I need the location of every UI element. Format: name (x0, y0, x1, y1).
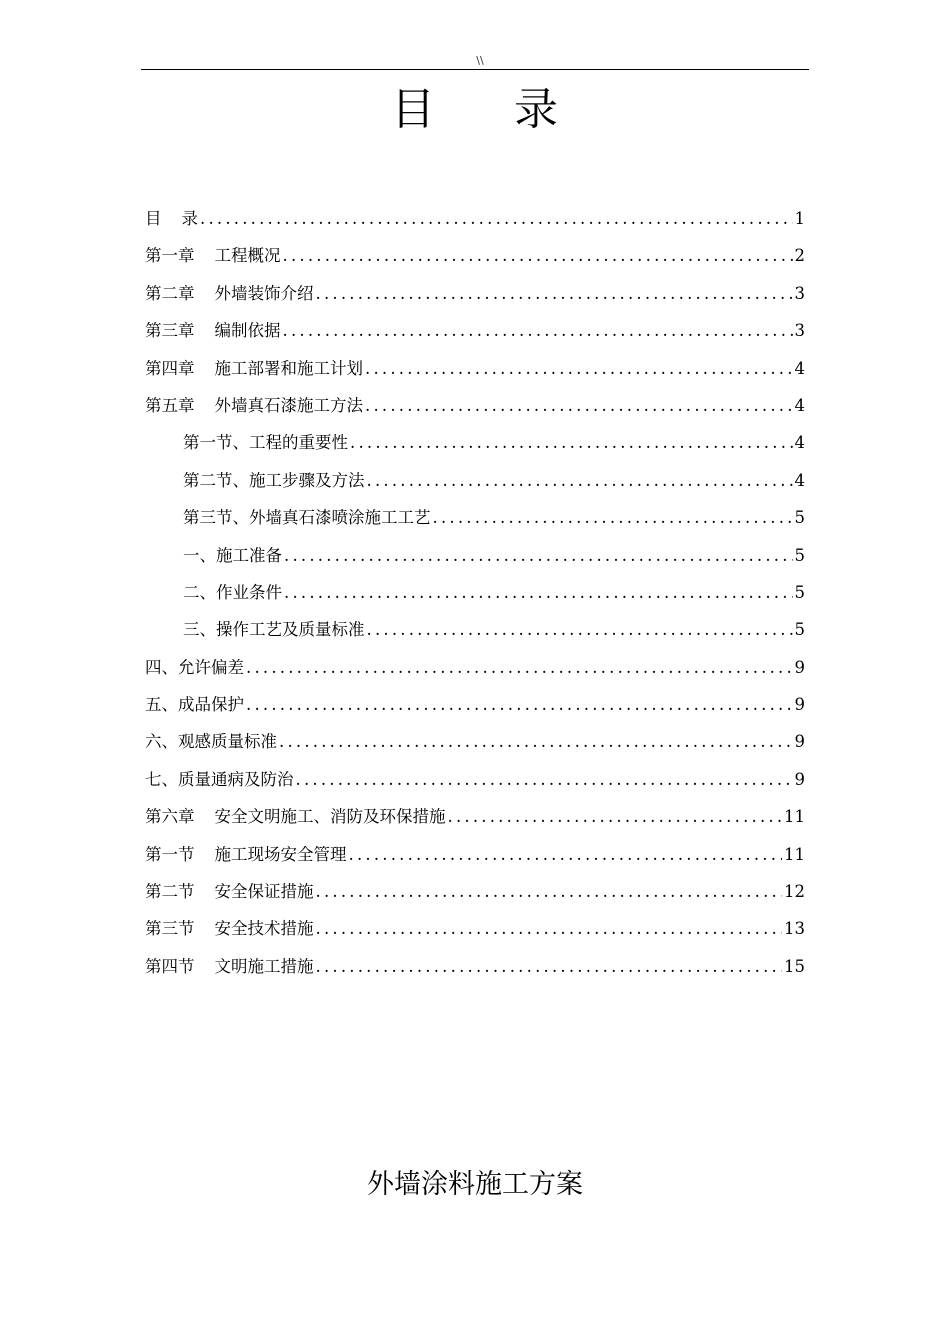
toc-entry[interactable] (145, 200, 805, 237)
toc-entry[interactable] (145, 499, 805, 536)
toc-entry[interactable] (145, 574, 805, 611)
toc-leader-dots (283, 312, 793, 349)
toc-entry-page: 5 (794, 508, 805, 528)
toc-entry-text: 安全技术措施 (214, 919, 314, 939)
toc-entry-page: 5 (794, 620, 805, 640)
toc-entry-text: 录 (181, 209, 198, 228)
toc-leader-dots (365, 350, 793, 387)
toc-entry-chapter: 第四章 (145, 358, 195, 378)
toc-leader-dots (350, 424, 793, 461)
toc-leader-dots (367, 462, 793, 499)
toc-entry-text: 施工部署和施工计划 (214, 358, 363, 378)
toc-entry[interactable] (145, 237, 805, 274)
toc-entry-page: 9 (794, 732, 805, 752)
toc-entry[interactable] (145, 761, 805, 798)
toc-entry-text: 外墙装饰介绍 (214, 283, 314, 303)
toc-entry-page: 11 (784, 844, 805, 864)
toc-leader-dots (316, 948, 783, 985)
toc-entry[interactable] (145, 798, 805, 835)
toc-entry-page: 12 (784, 882, 805, 902)
toc-leader-dots (296, 761, 793, 798)
toc-entry-text: 工程概况 (214, 246, 281, 266)
toc-entry[interactable] (145, 611, 805, 648)
toc-entry-page: 3 (794, 321, 805, 341)
toc-entry[interactable] (145, 424, 805, 461)
toc-entry-text: 二、作业条件 (183, 582, 282, 602)
toc-leader-dots (284, 537, 793, 574)
toc-title-left: 目 (391, 84, 436, 135)
toc-entry[interactable] (145, 836, 805, 873)
toc-entry-page: 11 (784, 807, 805, 827)
toc-entry[interactable] (145, 686, 805, 723)
toc-leader-dots (246, 686, 793, 723)
toc-leader-dots (433, 499, 793, 536)
toc-entry[interactable] (145, 537, 805, 574)
toc-entry-chapter: 目 (145, 209, 162, 228)
toc-leader-dots (200, 200, 793, 237)
toc-leader-dots (367, 611, 793, 648)
toc-entry-text: 一、施工准备 (183, 545, 282, 565)
toc-title (0, 82, 950, 138)
toc-entry[interactable] (145, 312, 805, 349)
toc-leader-dots (349, 836, 783, 873)
toc-entry-page: 1 (794, 209, 805, 228)
toc-entry-page: 3 (794, 283, 805, 303)
toc-entry-text: 四、允许偏差 (145, 657, 244, 677)
toc-leader-dots (316, 910, 783, 947)
toc-entry-page: 9 (794, 695, 805, 715)
toc-entry-page: 9 (794, 769, 805, 789)
toc-list (145, 200, 805, 985)
document-title: 外墙涂料施工方案 (367, 1169, 583, 1200)
toc-entry-chapter: 第三章 (145, 321, 195, 341)
toc-entry[interactable] (145, 350, 805, 387)
toc-entry-page: 13 (784, 919, 805, 939)
toc-entry-chapter: 第三节 (145, 919, 195, 939)
toc-entry[interactable] (145, 649, 805, 686)
toc-entry-chapter: 第二章 (145, 283, 195, 303)
toc-entry-text: 安全保证措施 (214, 882, 314, 902)
toc-entry-page: 15 (784, 956, 805, 976)
toc-entry[interactable] (145, 462, 805, 499)
toc-entry-page: 5 (794, 582, 805, 602)
toc-entry-text: 五、成品保护 (145, 695, 244, 715)
toc-entry[interactable] (145, 948, 805, 985)
header-mark: \\ (476, 54, 484, 67)
toc-entry-page: 4 (794, 358, 805, 378)
toc-title-right: 录 (514, 84, 559, 135)
toc-entry-page: 2 (794, 246, 805, 266)
header-rule (141, 69, 809, 70)
toc-entry-text: 第二节、施工步骤及方法 (183, 470, 365, 490)
toc-entry-text: 文明施工措施 (214, 956, 314, 976)
toc-entry-text: 编制依据 (214, 321, 281, 341)
toc-entry[interactable] (145, 387, 805, 424)
toc-entry-text: 六、观感质量标准 (145, 732, 277, 752)
toc-entry-chapter: 第五章 (145, 395, 195, 415)
toc-leader-dots (316, 873, 783, 910)
toc-leader-dots (316, 275, 793, 312)
toc-entry-chapter: 第四节 (145, 956, 195, 976)
toc-entry[interactable] (145, 910, 805, 947)
toc-entry-text: 第一节、工程的重要性 (183, 433, 348, 453)
toc-entry-chapter: 第六章 (145, 807, 195, 827)
toc-leader-dots (448, 798, 783, 835)
toc-leader-dots (246, 649, 793, 686)
toc-entry-chapter: 第一章 (145, 246, 195, 266)
toc-entry-text: 安全文明施工、消防及环保措施 (214, 807, 446, 827)
toc-entry-page: 4 (794, 470, 805, 490)
toc-leader-dots (283, 237, 793, 274)
toc-entry-text: 外墙真石漆施工方法 (214, 395, 363, 415)
toc-entry[interactable] (145, 873, 805, 910)
toc-entry-text: 第三节、外墙真石漆喷涂施工工艺 (183, 508, 431, 528)
toc-entry-text: 七、质量通病及防治 (145, 769, 294, 789)
toc-leader-dots (279, 723, 793, 760)
toc-leader-dots (365, 387, 793, 424)
toc-entry-page: 9 (794, 657, 805, 677)
toc-entry[interactable] (145, 723, 805, 760)
toc-leader-dots (284, 574, 793, 611)
toc-entry-chapter: 第二节 (145, 882, 195, 902)
toc-entry-page: 4 (794, 395, 805, 415)
toc-entry-text: 施工现场安全管理 (214, 844, 347, 864)
toc-entry-text: 三、操作工艺及质量标准 (183, 620, 365, 640)
toc-entry-page: 5 (794, 545, 805, 565)
toc-entry[interactable] (145, 275, 805, 312)
toc-entry-chapter: 第一节 (145, 844, 195, 864)
toc-entry-page: 4 (794, 433, 805, 453)
